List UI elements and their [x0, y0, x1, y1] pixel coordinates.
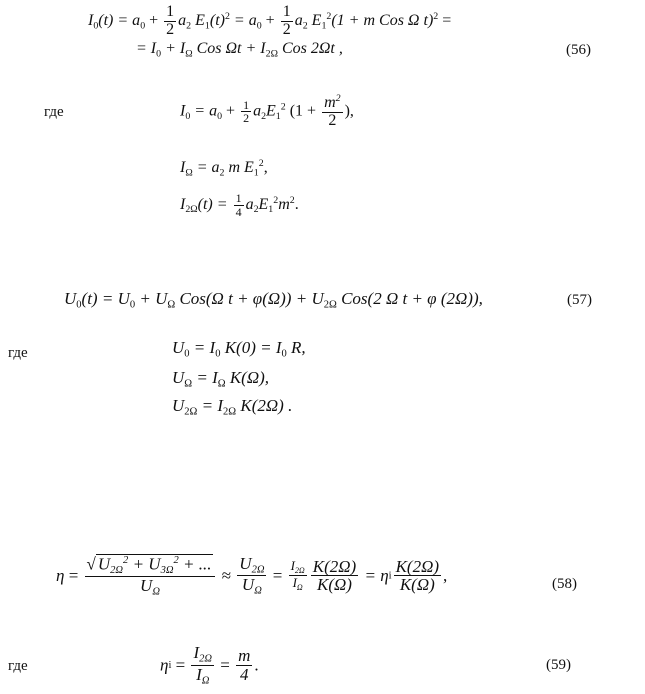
- eq59-number: (59): [546, 657, 571, 673]
- eq56-sub: 2: [302, 20, 308, 32]
- num-text: I: [290, 558, 295, 574]
- u0-text: K(0) = I: [220, 338, 282, 357]
- sqrt-sup: 2: [173, 555, 179, 566]
- eq56-text: = I: [136, 40, 157, 57]
- u2omega-sub: 2Ω: [223, 406, 237, 418]
- eq56-text: =: [438, 11, 452, 29]
- eq56-sub: 1: [204, 20, 210, 32]
- eq56-text: Cos 2Ωt ,: [277, 40, 343, 57]
- eq-iomega: [180, 158, 268, 178]
- num-sub: 2Ω: [294, 565, 305, 575]
- eq56-sub: 0: [93, 20, 99, 32]
- eq56-sup: 2: [224, 11, 230, 23]
- eq56-line2: [136, 40, 343, 59]
- i2omega-sub: 1: [268, 204, 274, 216]
- u0-text: = I: [189, 338, 216, 357]
- i2omega-text: E: [258, 195, 269, 213]
- eq56-text: E: [307, 11, 322, 29]
- eq59-text: =: [171, 655, 190, 675]
- frac-den: [291, 576, 305, 592]
- frac-sup: 2: [335, 93, 341, 104]
- i0-sup: 2: [280, 101, 286, 113]
- eq57-text: U: [64, 289, 77, 308]
- sqrt-sub: 2Ω: [110, 565, 124, 576]
- i2omega-text: a: [245, 195, 254, 213]
- i2omega-sup: 2: [273, 194, 279, 206]
- frac-num-text: m: [324, 93, 336, 111]
- i0-text: E: [266, 102, 276, 120]
- i0-text: ),: [344, 102, 354, 120]
- sqrt-content: [96, 554, 214, 576]
- uomega-text: K(Ω),: [225, 368, 270, 387]
- eq57-number: (57): [567, 292, 592, 308]
- eq59-text: =: [216, 655, 235, 675]
- frac-den: [240, 576, 264, 597]
- sqrt-text: U: [97, 554, 111, 574]
- eq56-number: (56): [566, 42, 591, 58]
- frac-num: 1: [282, 3, 291, 20]
- frac-num: [237, 555, 266, 577]
- i0-text: +: [222, 102, 240, 120]
- eq58-text: = η: [360, 565, 389, 585]
- iomega-text: I: [180, 158, 186, 176]
- eq56-sub: 0: [140, 20, 146, 32]
- eq56-text: (1 + m Cos Ω t): [331, 11, 434, 29]
- i0-half-fraction: [241, 99, 251, 125]
- eq59-i-fraction: [191, 644, 214, 687]
- i2omega-sup: 2: [289, 194, 295, 206]
- eq56-sub: 0: [156, 48, 162, 60]
- eq56-text: I: [88, 11, 94, 29]
- sqrt-fraction: [85, 554, 216, 598]
- u2omega-text: = I: [197, 396, 224, 415]
- i0-text: a: [253, 102, 262, 120]
- eq57-sub: 0: [129, 299, 136, 311]
- i2omega-text: I: [180, 195, 186, 213]
- eq56-text: (t): [209, 11, 225, 29]
- i2omega-text: m: [278, 195, 290, 213]
- iomega-sub: 1: [253, 167, 259, 179]
- eq57-text: (t) = U: [81, 289, 130, 308]
- den-text: U: [241, 575, 255, 595]
- i0-text: I: [180, 102, 186, 120]
- eq56-text: a: [178, 11, 187, 29]
- eq58: [56, 554, 447, 598]
- where-label-2: где: [8, 345, 28, 361]
- eq56-sub: 2Ω: [265, 48, 278, 60]
- eq59: [160, 644, 259, 687]
- den-text: U: [140, 576, 153, 596]
- den-sub: Ω: [201, 675, 210, 687]
- u0-sub: 0: [215, 348, 221, 360]
- frac-num: 1: [166, 3, 175, 20]
- u2omega-sub: 2Ω: [184, 406, 198, 418]
- u2omega-text: K(2Ω) .: [236, 396, 293, 415]
- eq56-sub: 0: [256, 20, 262, 32]
- eq56-sub: Ω: [185, 48, 193, 60]
- i0-sub: 1: [275, 110, 281, 122]
- u2omega-text: U: [172, 396, 185, 415]
- frac-den: 2: [166, 20, 175, 38]
- iomega-text: m E: [224, 158, 254, 176]
- den-text: I: [196, 664, 202, 684]
- half-fraction: [164, 4, 176, 39]
- m4-fraction: [236, 647, 252, 684]
- u0-sub: 0: [281, 348, 287, 360]
- where-label-3: где: [8, 658, 28, 674]
- eq57-text: + U: [135, 289, 168, 308]
- den-sub: Ω: [296, 583, 303, 593]
- eq56-text: + I: [161, 40, 186, 57]
- quarter-fraction: [234, 192, 244, 218]
- eq58-number: (58): [552, 576, 577, 592]
- k-fraction: [311, 558, 358, 595]
- den-text: I: [292, 575, 297, 591]
- i2omega-text: .: [294, 195, 299, 213]
- eq58-text: =: [268, 565, 287, 585]
- eq-i0: [180, 94, 354, 130]
- frac-den: 2: [243, 111, 250, 126]
- sqrt-sub: 3Ω: [160, 565, 174, 576]
- m2-fraction: [322, 94, 343, 130]
- frac-num: m: [238, 645, 251, 665]
- frac-den: 4: [235, 204, 242, 219]
- den-sub: Ω: [152, 586, 160, 598]
- eq56-text: (t) = a: [98, 11, 141, 29]
- i0-sub: 0: [185, 110, 191, 122]
- eq57-sub: 2Ω: [323, 299, 337, 311]
- eq57-sub: 0: [76, 299, 82, 311]
- frac-den: [194, 666, 211, 687]
- eq59-text: η: [160, 655, 169, 675]
- frac-num: 1: [235, 191, 242, 205]
- frac-den: [138, 577, 162, 598]
- eq58-text: =: [64, 565, 83, 585]
- eq56-sub: 1: [321, 20, 327, 32]
- i2omega-sub: 2Ω: [185, 204, 198, 216]
- iomega-text: ,: [263, 158, 268, 176]
- frac-num: √ $U_{2\Omega}^2 + U_{3\Omega}^2$ + ...: [85, 554, 216, 577]
- den-sub: Ω: [254, 586, 262, 598]
- iomega-text: = a: [192, 158, 220, 176]
- u0-sub: 0: [184, 348, 190, 360]
- sqrt-text: + ...: [178, 554, 212, 574]
- iomega-sub: 2: [219, 167, 225, 179]
- i2omega-sub: 2: [253, 204, 259, 216]
- eq-uomega: [172, 368, 269, 390]
- iomega-sub: Ω: [185, 167, 193, 179]
- frac-num: [191, 644, 214, 666]
- eq56-text: E: [191, 11, 205, 29]
- eq56-line1: $I_0(t) = a_0$ + $\frac{1}{2}$ $a_2$ $E_1(t)^2 = a_0$ + $\frac{1}{2}$ $a_2$ $E_1^2(1 + m$ Cos Ω t)$^2$ =: [88, 3, 452, 38]
- eq56-sup: 2: [326, 11, 332, 23]
- uomega-sub: Ω: [184, 378, 193, 390]
- frac-den: 2: [328, 111, 337, 129]
- k-fraction-2: [394, 558, 441, 595]
- frac-num: 1: [243, 97, 250, 112]
- frac-den: K(Ω): [399, 575, 435, 595]
- eq59-text: .: [254, 655, 259, 675]
- u-fraction: [237, 555, 266, 598]
- eq56-sup: 2: [433, 11, 439, 23]
- eq56-text: = a: [229, 11, 257, 29]
- sqrt-sup: 2: [123, 555, 129, 566]
- eq57-text: Cos(2 Ω t + φ (2Ω)),: [336, 289, 483, 308]
- eq58-text: ≈: [217, 565, 236, 585]
- i0-text: (1 +: [285, 102, 321, 120]
- eq57-text: Cos(Ω t + φ(Ω)) + U: [175, 289, 324, 308]
- frac-den: 4: [240, 664, 249, 684]
- frac-num: K(2Ω): [312, 556, 357, 576]
- uomega-sub: Ω: [217, 378, 226, 390]
- eq58-text: ,: [443, 565, 448, 585]
- num-text: I: [193, 643, 200, 662]
- frac-num: [289, 559, 307, 576]
- where-label-1: где: [44, 104, 64, 120]
- u0-text: U: [172, 338, 185, 357]
- frac-den: K(Ω): [317, 575, 352, 595]
- u0-text: R,: [286, 338, 306, 357]
- eq56-text: Cos Ωt + I: [192, 40, 266, 57]
- frac-num: K(2Ω): [395, 556, 440, 576]
- frac-den: 2: [282, 20, 291, 38]
- eq56-sub: 2: [186, 20, 192, 32]
- uomega-text: U: [172, 368, 185, 387]
- uomega-text: = I: [192, 368, 218, 387]
- half-fraction-2: [281, 4, 293, 39]
- sqrt-text: + U: [128, 554, 161, 574]
- eq57-sub: Ω: [167, 299, 176, 311]
- i2omega-text: (t) =: [197, 195, 232, 213]
- iomega-sup: 2: [258, 158, 264, 169]
- i0-sub: 0: [217, 110, 223, 122]
- eq-u0: [172, 338, 306, 360]
- eq58-text: η: [56, 565, 65, 585]
- eq58-sub: i: [388, 570, 392, 582]
- eq57: [64, 289, 483, 311]
- num-text: U: [239, 553, 252, 573]
- num-sub: 2Ω: [251, 564, 265, 576]
- eq56-text: a: [294, 11, 303, 29]
- eq-u2omega: [172, 396, 292, 418]
- num-sub: 2Ω: [199, 653, 213, 665]
- eq56-text: +: [145, 11, 163, 29]
- i0-sub: 2: [261, 110, 267, 122]
- eq-i2omega: [180, 192, 299, 218]
- frac-num: [322, 94, 343, 113]
- eq59-sub: i: [168, 659, 172, 671]
- i-fraction: [289, 559, 307, 593]
- i0-text: = a: [190, 102, 218, 120]
